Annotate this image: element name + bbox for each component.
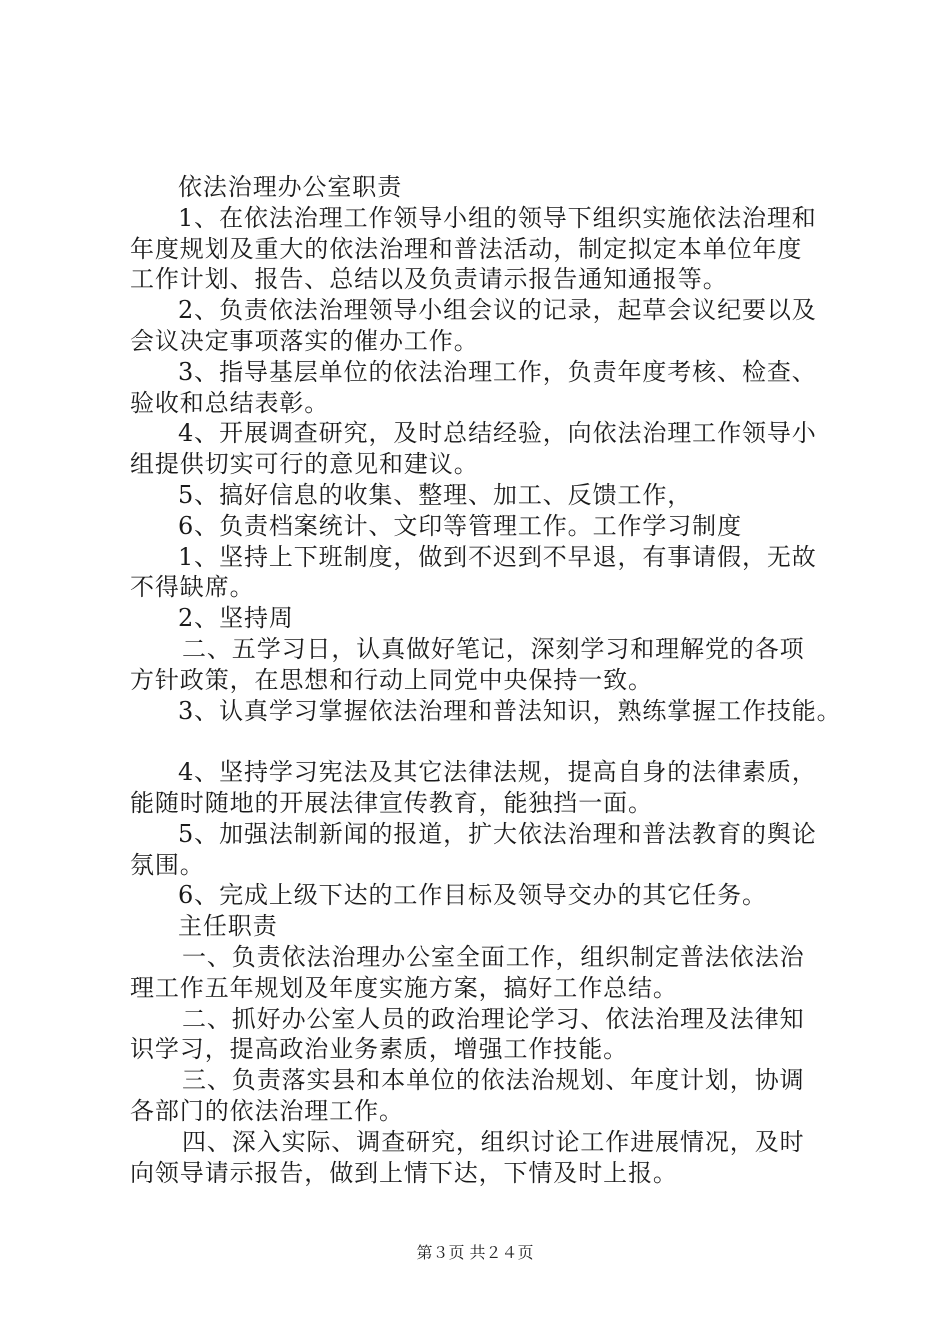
text-line: 一、负责依法治理办公室全面工作，组织制定普法依法治: [182, 942, 805, 971]
text-line: 工作计划、报告、总结以及负责请示报告通知通报等。: [130, 265, 728, 294]
text-line: 6、完成上级下达的工作目标及领导交办的其它任务。: [178, 881, 767, 910]
text-line: 5、搞好信息的收集、整理、加工、反馈工作，: [178, 480, 693, 509]
text-line: 识学习，提高政治业务素质，增强工作技能。: [130, 1035, 628, 1064]
page-number-footer: 第３页 共２４页: [416, 1243, 534, 1262]
section-heading: 依法治理办公室职责: [178, 173, 403, 201]
text-line: 二、抓好办公室人员的政治理论学习、依法治理及法律知: [182, 1004, 805, 1033]
text-line: 三、负责落实县和本单位的依法治规划、年度计划，协调: [182, 1066, 805, 1095]
text-line: 能随时随地的开展法律宣传教育，能独挡一面。: [130, 788, 653, 817]
text-line: 会议决定事项落实的催办工作。: [130, 326, 479, 355]
document-body: [130, 172, 840, 1188]
text-line: 3、指导基层单位的依法治理工作，负责年度考核、检查、: [178, 357, 817, 386]
text-line: 向领导请示报告，做到上情下达，下情及时上报。: [130, 1158, 678, 1187]
text-line: 6、负责档案统计、文印等管理工作。工作学习制度: [178, 511, 742, 540]
text-line: 理工作五年规划及年度实施方案，搞好工作总结。: [130, 973, 678, 1002]
text-line: 氛围。: [130, 850, 205, 879]
text-line: 组提供切实可行的意见和建议。: [130, 450, 479, 479]
text-line: 1、在依法治理工作领导小组的领导下组织实施依法治理和: [178, 203, 817, 232]
text-line: 4、开展调查研究，及时总结经验，向依法治理工作领导小: [178, 419, 817, 448]
text-line: 5、加强法制新闻的报道，扩大依法治理和普法教育的舆论: [178, 819, 817, 848]
text-line: 各部门的依法治理工作。: [130, 1096, 404, 1125]
text-line: 方针政策，在思想和行动上同党中央保持一致。: [130, 665, 653, 694]
text-line: 四、深入实际、调查研究，组织讨论工作进展情况，及时: [182, 1127, 805, 1156]
text-line: 2、坚持周: [178, 604, 294, 633]
text-line: 3、认真学习掌握依法治理和普法知识，熟练掌握工作技能。: [178, 696, 842, 725]
text-line: 二、五学习日，认真做好笔记，深刻学习和理解党的各项: [182, 634, 805, 663]
text-line: 不得缺席。: [130, 573, 255, 602]
blank-line: [130, 726, 840, 757]
text-line: 验收和总结表彰。: [130, 388, 330, 417]
text-line: 年度规划及重大的依法治理和普法活动，制定拟定本单位年度: [130, 234, 803, 263]
text-line: 1、坚持上下班制度，做到不迟到不早退，有事请假，无故: [178, 542, 817, 571]
text-line: 2、负责依法治理领导小组会议的记录，起草会议纪要以及: [178, 296, 817, 325]
text-line: 4、坚持学习宪法及其它法律法规，提高自身的法律素质，: [178, 758, 817, 787]
section-heading: 主任职责: [178, 912, 278, 941]
